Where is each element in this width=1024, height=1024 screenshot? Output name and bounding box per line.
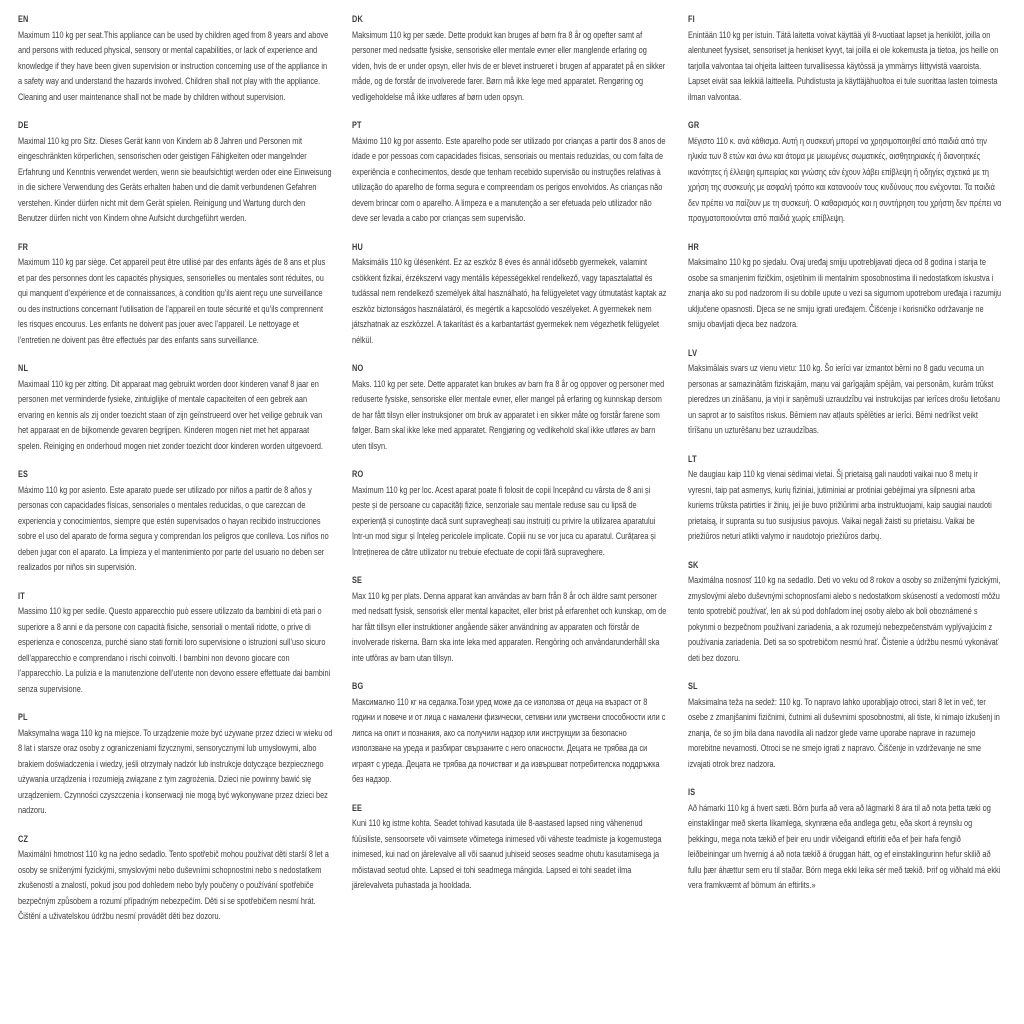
language-code: SL xyxy=(688,681,698,691)
section-cz xyxy=(18,832,333,925)
section-text: Enintään 110 kg per istuin. Tätä laitetta voivat käyttää yli 8-vuotiaat lapset ja henkilöt, joilla on alentuneet fyysiset, sensoriset ja henkiset kyvyt, tai joilla ei ole kokemusta ja tietoa, jos heille on tarjolla valvontaa tai ohjeita laitteen turvallisessa käytössä ja ymmärrys liittyvistä vaaroista. Lapset eivät saa leikkiä laitteella. Puhdistusta ja käyttäjähuoltoa ei tule suorittaa lasten toimesta ilman valvontaa. xyxy=(688,29,999,102)
section-text: Maximum 110 kg par siège. Cet appareil peut être utilisé par des enfants âgés de 8 ans et plus et par des personnes dont les capacités physiques, sensorielles ou mentales sont réduites, ou qui manquent d’expérience et de connaissances, à condition qu’ils aient reçu une surveillance ou des instructions concernant l’utilisation de l’appareil en toute sécurité et qu’ils comprennent les risques encourus. Les enfants ne doivent pas jouer avec l’appareil. Le nettoyage et l’entretien ne doivent pas être effectués par des enfants sans surveillance. xyxy=(18,257,326,345)
section-it xyxy=(18,589,333,698)
language-code: GR xyxy=(688,120,700,130)
language-code: FR xyxy=(18,241,29,252)
section-text: Maksimum 110 kg per sæde. Dette produkt kan bruges af børn fra 8 år og opefter samt af personer med nedsatte fysiske, sensoriske eller mentale evner eller manglende erfaring og viden, hvis de er under opsyn, eller hvis de er blevet instrueret i brugen af apparatet på en sikker måde, og de forstår de involverede farer. Børn må ikke lege med apparatet. Rengøring og vedligeholdelse må ikke udføres af børn uden opsyn. xyxy=(352,29,666,102)
section-text: Maksimalno 110 kg po sjedalu. Ovaj uređaj smiju upotrebljavati djeca od 8 godina i starija te osobe sa smanjenim fizičkim, osjetilnim ili mentalnim sposobnostima ili nedostatkom iskustva i znanja ako su pod nadzorom ili su dobile upute u vezi sa sigurnom upotrebom uređaja i razumiju uključene opasnosti. Djeca se ne smiju igrati uređajem. Čišćenje i korisničko održavanje ne smiju obavljati djeca bez nadzora. xyxy=(688,257,1002,329)
section-sl xyxy=(688,679,1003,772)
section-text: Maks. 110 kg per sete. Dette apparatet kan brukes av barn fra 8 år og oppover og personer med reduserte fysiske, sensoriske eller mentale evner, eller mangel på erfaring og kunnskap dersom de har fått tilsyn eller instruksjoner om bruk av apparatet i en sikker måte og forstår farene som følger. Barn skal ikke leke med apparatet. Rengjøring og vedlikehold skal ikke utføres av barn uten tilsyn. xyxy=(352,378,665,451)
section-lt xyxy=(688,452,1003,545)
section-is xyxy=(688,785,1003,894)
section-hu xyxy=(352,240,667,349)
language-code: BG xyxy=(352,681,364,691)
section-text: Maximum 110 kg per loc. Acest aparat poate fi folosit de copii începând cu vârsta de 8 ani și peste și de persoane cu capacități fizice, senzoriale sau mentale reduse sau cu lipsă de experiență și cunoștințe dacă sunt supravegheați sau instruiți cu privire la utilizarea aparatului într-un mod sigur și înțeleg pericolele implicate. Copiii nu se vor juca cu aparatul. Curățarea și întreținerea de către utilizator nu trebuie efectuate de copii fără supraveghere. xyxy=(352,484,656,557)
language-code: IT xyxy=(18,590,25,601)
section-pl xyxy=(18,710,333,819)
language-code: RO xyxy=(352,469,364,479)
section-text: Максимално 110 кг на седалка.Този уред може да се използва от деца на възраст от 8 години и повече и от лица с намалени физически, сетивни или умствени способности или с липса на опит и познания, ако са получили надзор или инструкции за безопасно използване на уреда и разбират свързаните с него опасности. Децата не трябва да си играят с уреда. Децата не трябва да почистват и да извършват потребителска поддръжка без надзор. xyxy=(352,696,666,784)
column-3 xyxy=(688,12,1003,907)
language-code: EN xyxy=(18,14,29,24)
section-text: Maximum 110 kg per seat.This appliance can be used by children aged from 8 years and above and persons with reduced physical, sensory or mental capabilities, or lack of experience and knowledge if they have been given supervision or instruction concerning use of the appliance in a safety way and understand the hazards involved. Children shall not play with the appliance. Cleaning and user maintenance shall not be made by children without supervision. xyxy=(18,29,329,102)
section-se xyxy=(352,573,667,666)
section-text: Ne daugiau kaip 110 kg vienai sėdimai vietai. Šį prietaisą gali naudoti vaikai nuo 8 metų ir vyresni, taip pat asmenys, kurių fiziniai, jutiminiai ar protiniai gebėjimai yra silpnesni arba kuriems trūksta patirties ir žinių, jei jie buvo prižiūrimi arba instruktuojami, kaip saugiai naudoti prietaisą, ir supranta su tuo susijusius pavojus. Vaikai negali žaisti su prietaisu. Vaikai be priežiūros neturi atlikti valymo ir naudotojo priežiūros darbų. xyxy=(688,469,992,541)
language-code: FI xyxy=(688,14,695,24)
language-code: DE xyxy=(18,120,29,130)
language-code: HR xyxy=(688,241,699,252)
section-text: Maximálna nosnosť 110 kg na sedadlo. Deti vo veku od 8 rokov a osoby so zníženými fyzickými, zmyslovými alebo duševnými schopnosťami alebo s nedostatkom skúseností a vedomostí môžu tento spotrebič používať, len ak sú pod dohľadom inej osoby alebo ak boli oboznámené s pokynmi o bezpečnom používaní zariadenia, a ak rozumejú nebezpečenstvám vyplývajúcim z používania zariadenia. Deti sa so spotrebičom nesmú hrať. Čistenie a údržbu nesmú vykonávať deti bez dozoru. xyxy=(688,575,1001,663)
section-ee xyxy=(352,801,667,894)
language-code: PL xyxy=(18,712,28,722)
section-hr xyxy=(688,240,1003,333)
section-pt xyxy=(352,118,667,227)
language-code: NO xyxy=(352,363,364,373)
section-text: Máximo 110 kg por assento. Este aparelho pode ser utilizado por crianças a partir dos 8 anos de idade e por pessoas com capacidades físicas, sensoriais ou mentais reduzidas, ou com falta de experiência e conhecimentos, desde que tenham recebido supervisão ou instruções relativas à utilização do aparelho de forma segura e compreendam os perigos envolvidos. As crianças não devem brincar com o aparelho. A limpeza e a manutenção a ser efetuada pelo utilizador não deve ser levada a cabo por crianças sem supervisão. xyxy=(352,135,666,223)
section-text: Máximo 110 kg por asiento. Este aparato puede ser utilizado por niños a partir de 8 años y personas con capacidades físicas, sensoriales o mentales reducidas, o que carezcan de experiencia y conocimientos, siempre que estén supervisados o hayan recibido instrucciones sobre el uso del aparato de forma segura y comprendan los peligros que conlleva. Los niños no deben jugar con el aparato. La limpieza y el mantenimiento por parte del usuario no deben ser realizados por niños sin supervisión. xyxy=(18,484,329,572)
section-text: Maximal 110 kg pro Sitz. Dieses Gerät kann von Kindern ab 8 Jahren und Personen mit eingeschränkten körperlichen, sensorischen oder geistigen Fähigkeiten oder mangelnder Erfahrung und Kenntnis verwendet werden, wenn sie beaufsichtigt werden oder eine Einweisung in die sichere Verwendung des Geräts erhalten haben und die damit verbundenen Gefahren verstehen. Kinder dürfen nicht mit dem Gerät spielen. Reinigung und Wartung durch den Benutzer dürfen nicht von Kindern ohne Aufsicht durchgeführt werden. xyxy=(18,135,332,223)
section-text: Maksimális 110 kg ülésenként. Ez az eszköz 8 éves és annál idősebb gyermekek, valamint csökkent fizikai, érzékszervi vagy mentális képességekkel rendelkező, vagy tapasztalattal és tudással nem rendelkező személyek által használható, ha felügyeletet vagy útmutatást kaptak az eszköz biztonságos használatáról, és megértik a kapcsolódó veszélyeket. A gyermekek nem játszhatnak az eszközzel. A takarítást és a karbantartást gyermekek nem végezhetik felügyelet nélkül. xyxy=(352,257,667,345)
language-code: DK xyxy=(352,14,363,24)
language-code: CZ xyxy=(18,833,29,844)
section-fr xyxy=(18,240,333,349)
section-ro xyxy=(352,467,667,560)
language-code: SE xyxy=(352,575,363,585)
language-code: NL xyxy=(18,363,29,373)
section-sk xyxy=(688,558,1003,667)
section-lv xyxy=(688,346,1003,439)
column-2 xyxy=(352,12,667,907)
section-no xyxy=(352,361,667,454)
section-bg xyxy=(352,679,667,788)
section-nl xyxy=(18,361,333,454)
section-text: Maksimalna teža na sedež: 110 kg. To napravo lahko uporabljajo otroci, stari 8 let in več, ter osebe z zmanjšanimi fizičnimi, čutnimi ali duševnimi sposobnostmi, ali tiste, ki nimajo izkušenj in znanja, če so jim bila dana navodila ali nadzor glede varne uporabe naprave in razumejo morebitne nevarnosti. Otroci se ne smejo igrati z napravo. Čiščenje in vzdrževanje ne sme izvajati otrok brez nadzora. xyxy=(688,696,1000,769)
section-de xyxy=(18,118,333,227)
language-code: LT xyxy=(688,453,697,464)
section-es xyxy=(18,467,333,576)
language-code: IS xyxy=(688,787,696,797)
column-1 xyxy=(18,12,333,938)
section-text: Maksymalna waga 110 kg na miejsce. To urządzenie może być używane przez dzieci w wieku od 8 lat i starsze oraz osoby z ograniczeniami fizycznymi, sensorycznymi lub umysłowymi, albo brakiem doświadczenia i wiedzy, jeśli otrzymały nadzór lub instrukcje dotyczące bezpiecznego używania urządzenia i rozumieją związane z tym zagrożenia. Dzieci nie powinny bawić się urządzeniem. Czynności czyszczenia i konserwacji nie mogą być wykonywane przez dzieci bez nadzoru. xyxy=(18,727,333,815)
section-text: Maximaal 110 kg per zitting. Dit apparaat mag gebruikt worden door kinderen vanaf 8 jaar en personen met verminderde fysieke, zintuiglijke of mentale capaciteiten of een gebrek aan ervaring en kennis als zij onder toezicht staan of zijn geïnstrueerd over het veilige gebruik van het apparaat en de bijkomende gevaren begrijpen. Kinderen mogen niet met het apparaat spelen. Reiniging en onderhoud mogen niet zonder toezicht door kinderen worden uitgevoerd. xyxy=(18,378,324,451)
language-code: SK xyxy=(688,559,699,570)
section-text: Μέγιστο 110 κ. ανά κάθισμα. Αυτή η συσκευή μπορεί να χρησιμοποιηθεί από παιδιά από την ηλικία των 8 ετών και άνω και άτομα με μειωμένες σωματικές, αισθητηριακές ή διανοητικές ικανότητες ή έλλειψη εμπειρίας και γνώσης εάν έχουν λάβει επίβλεψη ή οδηγίες σχετικά με τη χρήση της συσκευής με ασφαλή τρόπο και κατανοούν τους κινδύνους που ενέχονται. Τα παιδιά δεν πρέπει να παίζουν με τη συσκευή. Ο καθαρισμός και η συντήρηση του χρήστη δεν πρέπει να πραγματοποιούνται από παιδιά χωρίς επίβλεψη. xyxy=(688,135,1002,223)
section-text: Max 110 kg per plats. Denna apparat kan användas av barn från 8 år och äldre samt personer med nedsatt fysisk, sensorisk eller mental kapacitet, eller brist på erfarenhet och kunskap, om de har fått tillsyn eller instruktioner angående säker användning av apparaten och förstår de involverade riskerna. Barn ska inte leka med apparaten. Rengöring och användarunderhåll ska inte utföras av barn utan tillsyn. xyxy=(352,590,667,663)
section-text: Kuni 110 kg istme kohta. Seadet tohivad kasutada üle 8-aastased lapsed ning vähenenud füüsiliste, sensoorsete või vaimsete võimetega inimesed või väheste teadmiste ja kogemustega inimesed, kui nad on järelevalve all või saanud juhiseid seoses seadme ohutu kasutamisega ja mõistavad seotud ohte. Lapsed ei tohi seadmega mängida. Lapsed ei tohi seadet ilma järelevalveta puhastada ja hooldada. xyxy=(352,818,662,890)
language-code: HU xyxy=(352,241,363,252)
section-dk xyxy=(352,12,667,105)
section-text: Massimo 110 kg per sedile. Questo apparecchio può essere utilizzato da bambini di età pari o superiore a 8 anni e da persone con capacità fisiche, sensoriali o mentali ridotte, o prive di esperienza e conoscenza, purché siano stati forniti loro supervisione o istruzioni sull’uso sicuro dell’apparecchio e comprendano i rischi coinvolti. I bambini non devono giocare con l’apparecchio. La pulizia e la manutenzione dell’utente non devono essere effettuate dai bambini senza supervisione. xyxy=(18,606,331,694)
section-gr xyxy=(688,118,1003,227)
language-code: ES xyxy=(18,469,29,479)
section-text: Maksimālais svars uz vienu vietu: 110 kg. Šo ierīci var izmantot bērni no 8 gadu vecuma un personas ar samazinātām fiziskajām, maņu vai garīgajām spējām, vai personām, kurām trūkst pieredzes un zināšanu, ja viņi ir saņēmuši uzraudzību vai instrukcijas par ierīces drošu lietošanu un saprot ar to saistītos riskus. Bērniem nav atļauts spēlēties ar ierīci. Bērni nedrīkst veikt tīrīšanu un uzturēšanu bez uzraudzības. xyxy=(688,363,1000,435)
section-fi xyxy=(688,12,1003,105)
language-code: EE xyxy=(352,802,363,813)
language-code: PT xyxy=(352,120,362,130)
language-code: LV xyxy=(688,347,698,358)
section-text: Að hámarki 110 kg á hvert sæti. Börn þurfa að vera að lágmarki 8 ára til að nota þetta tæki og einstaklingar með skerta líkamlega, skynræna eða andlega getu, eða skort á reynslu og þekkingu, mega nota tækið ef þeir eru undir viðeigandi eftirliti eða ef þeir hafa fengið leiðbeiningar um hvernig á að nota tækið á öruggan hátt, og ef einstaklingurinn hefur skilið að fullu þær áhættur sem eru til staðar. Börn mega ekki leika sér með tækið. Þrif og viðhald má ekki vera framkvæmt af börnum án eftirlits.» xyxy=(688,802,1001,890)
section-en xyxy=(18,12,333,105)
section-text: Maximální hmotnost 110 kg na jedno sedadlo. Tento spotřebič mohou používat děti starší 8 let a osoby se sníženými fyzickými, smyslovými nebo duševními schopnostmi nebo s nedostatkem zkušeností a znalostí, pokud jsou pod dohledem nebo byly poučeny o používání spotřebiče bezpečným způsobem a rozumí případným nebezpečím. Děti si se spotřebičem nesmí hrát. Čištění a uživatelskou údržbu nesmí provádět děti bez dozoru. xyxy=(18,849,329,921)
